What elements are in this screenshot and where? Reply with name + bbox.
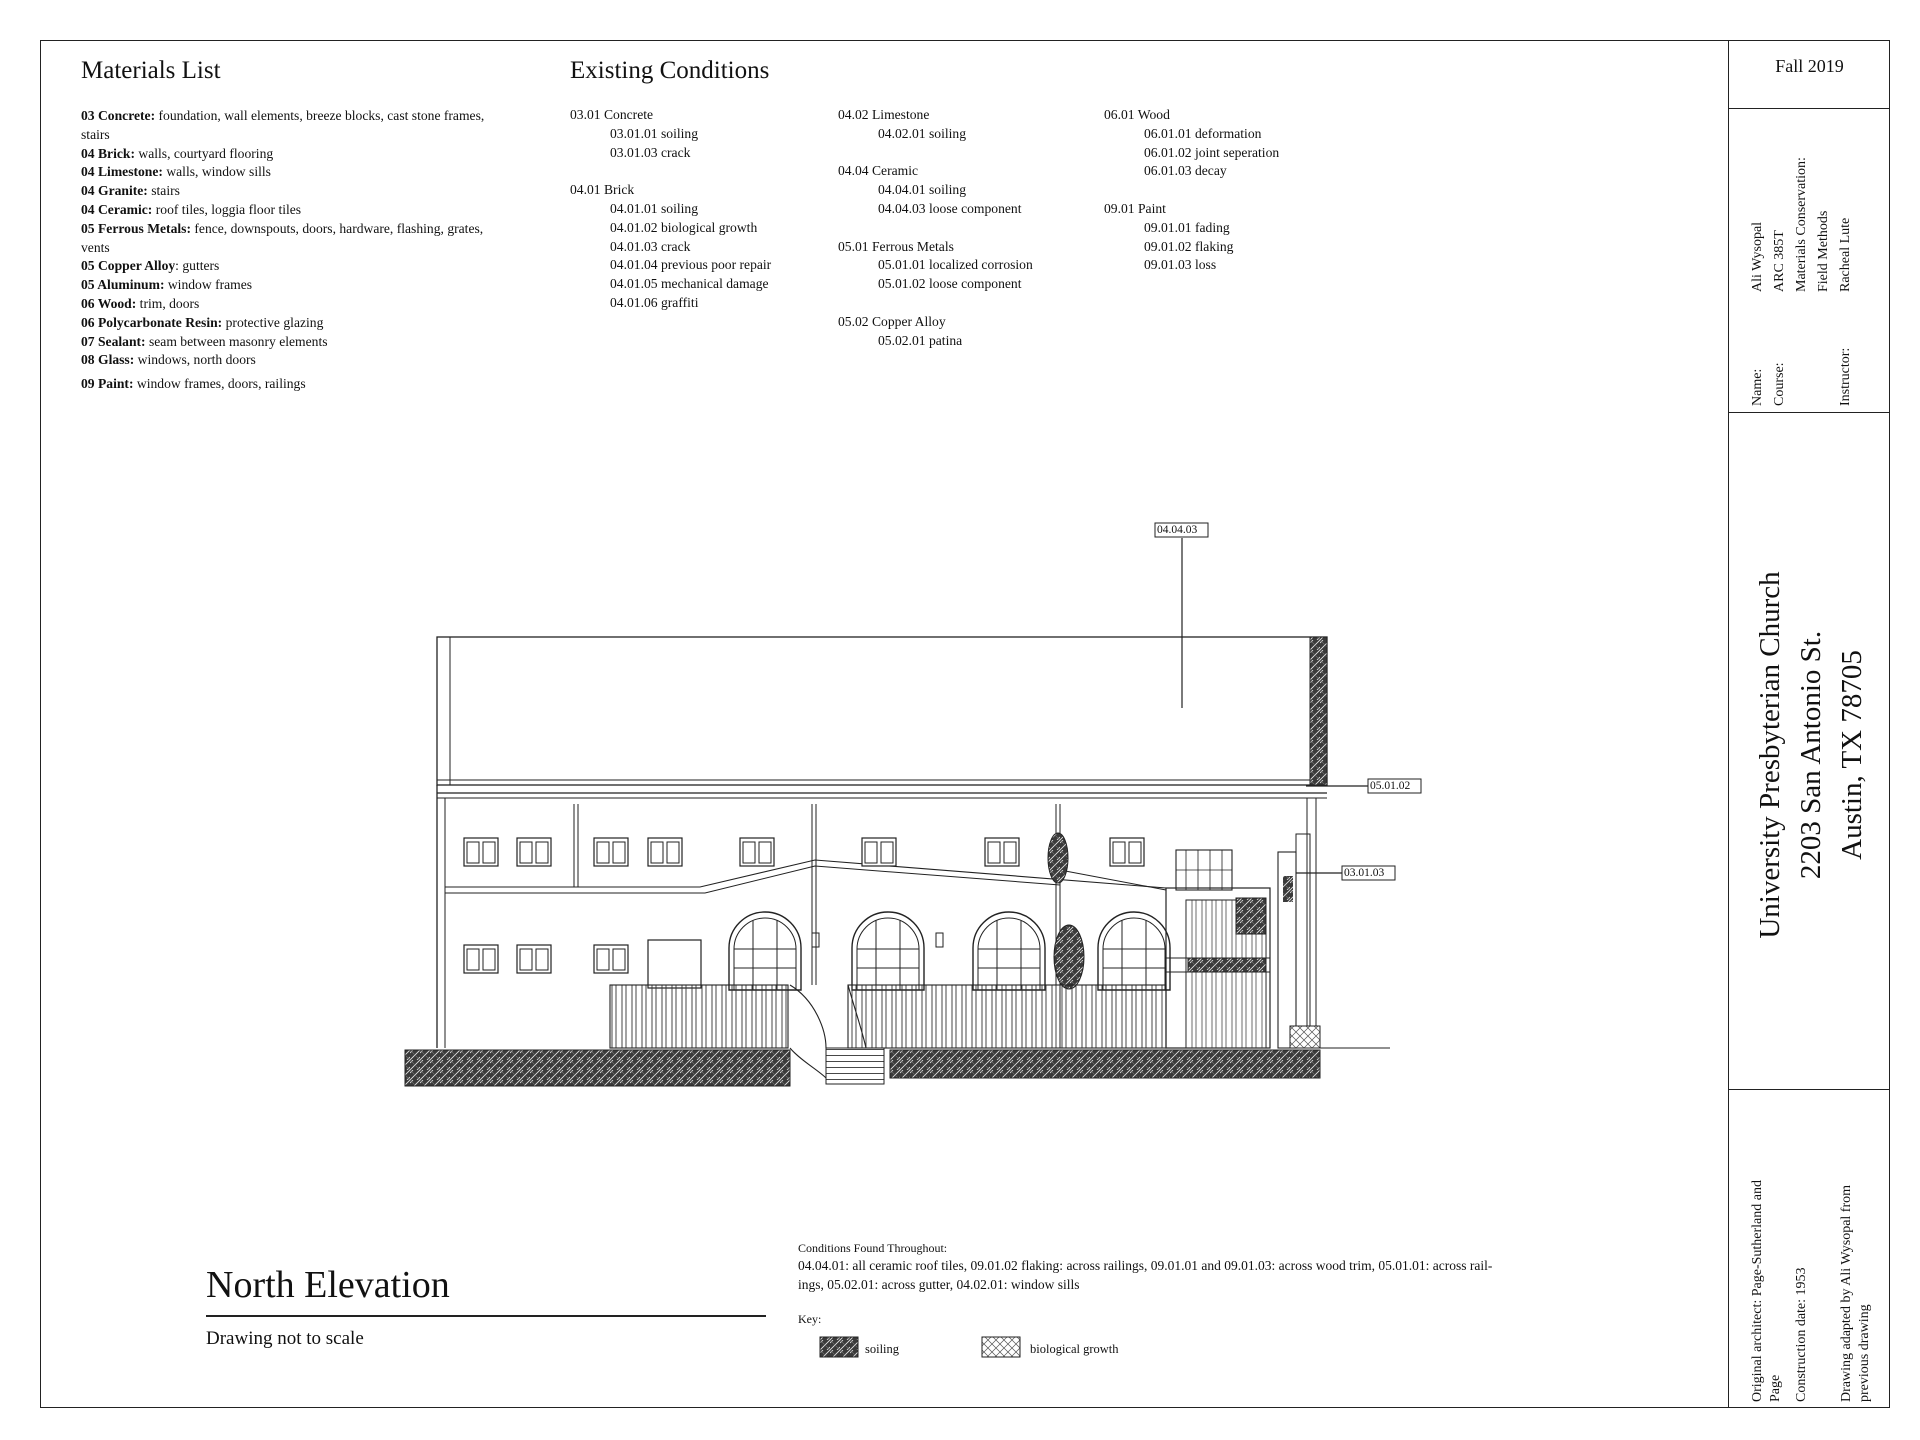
oval-soiling-lower xyxy=(1054,925,1084,989)
oval-soiling-upper xyxy=(1048,833,1068,883)
roof xyxy=(437,637,1327,785)
upper-windows xyxy=(464,838,1144,866)
material-code: 05 Aluminum: xyxy=(81,277,165,293)
project-line-2: 2203 San Antonio St. xyxy=(1795,630,1827,880)
callout-wall: 03.01.03 xyxy=(1344,867,1385,879)
material-desc: protective glazing xyxy=(222,314,324,330)
course-line-2: Materials Conservation: xyxy=(1794,157,1809,292)
material-code: 06 Polycarbonate Resin: xyxy=(81,314,223,330)
material-code: 04 Brick: xyxy=(81,145,135,161)
material-desc: window frames xyxy=(164,277,253,293)
architect-line-2: Page xyxy=(1768,1374,1783,1402)
condition-group-title: 03.01 Concrete xyxy=(570,107,654,122)
condition-item: 03.01.01 soiling xyxy=(610,125,698,141)
condition-item: 09.01.02 flaking xyxy=(1144,238,1234,254)
material-desc: walls, courtyard flooring xyxy=(135,145,274,161)
condition-item: 04.04.03 loose component xyxy=(878,200,1022,216)
condition-item: 04.01.03 crack xyxy=(610,238,691,254)
term: Fall 2019 xyxy=(1775,56,1844,76)
material-code: 05 Ferrous Metals: xyxy=(81,220,191,236)
callout-gutter: 05.01.02 xyxy=(1370,780,1411,792)
key-soiling-label: soiling xyxy=(865,1342,900,1356)
condition-item: 04.01.01 soiling xyxy=(610,200,698,216)
condition-item: 06.01.01 deformation xyxy=(1144,125,1262,141)
material-code: 03 Concrete: xyxy=(81,108,156,123)
condition-group-title: 04.04 Ceramic xyxy=(838,163,919,179)
material-code: 06 Wood: xyxy=(81,295,137,311)
architect-line-1: Original architect: Page-Sutherland and xyxy=(1750,1180,1765,1402)
material-desc: stairs xyxy=(147,183,180,199)
condition-item: 04.02.01 soiling xyxy=(878,125,966,141)
materials-heading: Materials List xyxy=(81,57,221,84)
right-tower xyxy=(1166,834,1320,1048)
material-code: 04 Limestone: xyxy=(81,164,163,180)
key-bio-label: biological growth xyxy=(1030,1342,1119,1356)
lower-windows xyxy=(464,945,628,973)
condition-item: 09.01.01 fading xyxy=(1144,219,1230,235)
door xyxy=(648,940,701,988)
condition-item: 06.01.02 joint seperation xyxy=(1144,144,1280,160)
material-code: 04 Granite: xyxy=(81,183,148,199)
condition-item: 04.04.01 soiling xyxy=(878,182,966,198)
notes-heading: Conditions Found Throughout: xyxy=(798,1241,948,1255)
name-value: Ali Wysopal xyxy=(1750,221,1765,292)
material-code: 09 Paint: xyxy=(81,376,134,392)
title-block-term-cell xyxy=(1729,40,1890,109)
key-soiling-swatch xyxy=(820,1337,858,1357)
key-bio-swatch xyxy=(982,1337,1020,1357)
material-desc: : gutters xyxy=(175,258,220,274)
condition-item: 09.01.03 loss xyxy=(1144,257,1217,273)
condition-group-title: 04.01 Brick xyxy=(570,182,635,198)
project-line-1: University Presbyterian Church xyxy=(1754,571,1786,939)
material-desc: seam between masonry elements xyxy=(145,333,328,349)
material-desc: windows, north doors xyxy=(134,352,256,368)
instructor-value: Racheal Lute xyxy=(1838,217,1853,292)
adapted-line-1: Drawing adapted by Ali Wysopal from xyxy=(1839,1184,1854,1402)
drawing-title: North Elevation xyxy=(206,1264,450,1306)
material-desc: walls, window sills xyxy=(162,164,271,180)
key-label: Key: xyxy=(798,1312,822,1326)
condition-item: 06.01.03 decay xyxy=(1144,163,1227,179)
material-desc: fence, downspouts, doors, hardware, flashing, grates, vents xyxy=(81,220,484,255)
instructor-label: Instructor: xyxy=(1838,347,1853,406)
adapted-line-2: previous drawing xyxy=(1857,1304,1872,1402)
condition-group-title: 09.01 Paint xyxy=(1104,200,1166,216)
condition-group-title: 05.02 Copper Alloy xyxy=(838,313,946,329)
notes-text xyxy=(798,1257,1608,1294)
condition-group-title: 05.01 Ferrous Metals xyxy=(838,238,954,254)
condition-item: 04.01.06 graffiti xyxy=(610,294,699,310)
conditions-heading: Existing Conditions xyxy=(570,57,770,84)
condition-item: 04.01.02 biological growth xyxy=(610,219,758,235)
course-line-3: Field Methods xyxy=(1816,210,1831,292)
condition-item: 03.01.03 crack xyxy=(610,144,691,160)
railings xyxy=(610,985,1166,1048)
material-code: 05 Copper Alloy xyxy=(81,258,176,274)
ground-soiling-right xyxy=(890,1050,1320,1078)
drawing-subtitle: Drawing not to scale xyxy=(206,1328,364,1349)
construction-date: Construction date: 1953 xyxy=(1794,1267,1809,1402)
material-desc: roof tiles, loggia floor tiles xyxy=(152,201,302,217)
material-code: 08 Glass: xyxy=(81,352,135,368)
condition-item: 04.01.04 previous poor repair xyxy=(610,257,772,273)
name-label: Name: xyxy=(1750,368,1765,406)
callout-roof: 04.04.03 xyxy=(1157,524,1198,536)
condition-item: 05.01.02 loose component xyxy=(878,276,1022,292)
project-line-3: Austin, TX 78705 xyxy=(1836,650,1868,860)
stairs xyxy=(790,1048,884,1084)
course-label: Course: xyxy=(1772,362,1787,406)
project-title xyxy=(1750,540,1873,970)
notes-line-2: ings, 05.02.01: across gutter, 04.02.01: window sills xyxy=(798,1276,1080,1292)
condition-group-title: 06.01 Wood xyxy=(1104,107,1170,122)
condition-item: 04.01.05 mechanical damage xyxy=(610,276,769,292)
condition-group-title: 04.02 Limestone xyxy=(838,107,930,122)
course-line-1: ARC 385T xyxy=(1772,230,1787,292)
arched-windows xyxy=(729,912,1170,990)
material-code: 07 Sealant: xyxy=(81,333,146,349)
material-desc: trim, doors xyxy=(136,295,200,311)
notes-line-1: 04.04.01: all ceramic roof tiles, 09.01.02 flaking: across railings, 09.01.01 and 09.01.03: across wood trim, 05.01.01: across rail- xyxy=(798,1258,1493,1273)
material-desc: foundation, wall elements, breeze blocks, cast stone frames, stairs xyxy=(81,108,485,142)
material-code: 04 Ceramic: xyxy=(81,201,153,217)
condition-item: 05.02.01 patina xyxy=(878,332,963,348)
material-desc: window frames, doors, railings xyxy=(133,376,306,392)
ground-soiling-left xyxy=(405,1050,790,1086)
condition-item: 05.01.01 localized corrosion xyxy=(878,257,1033,273)
